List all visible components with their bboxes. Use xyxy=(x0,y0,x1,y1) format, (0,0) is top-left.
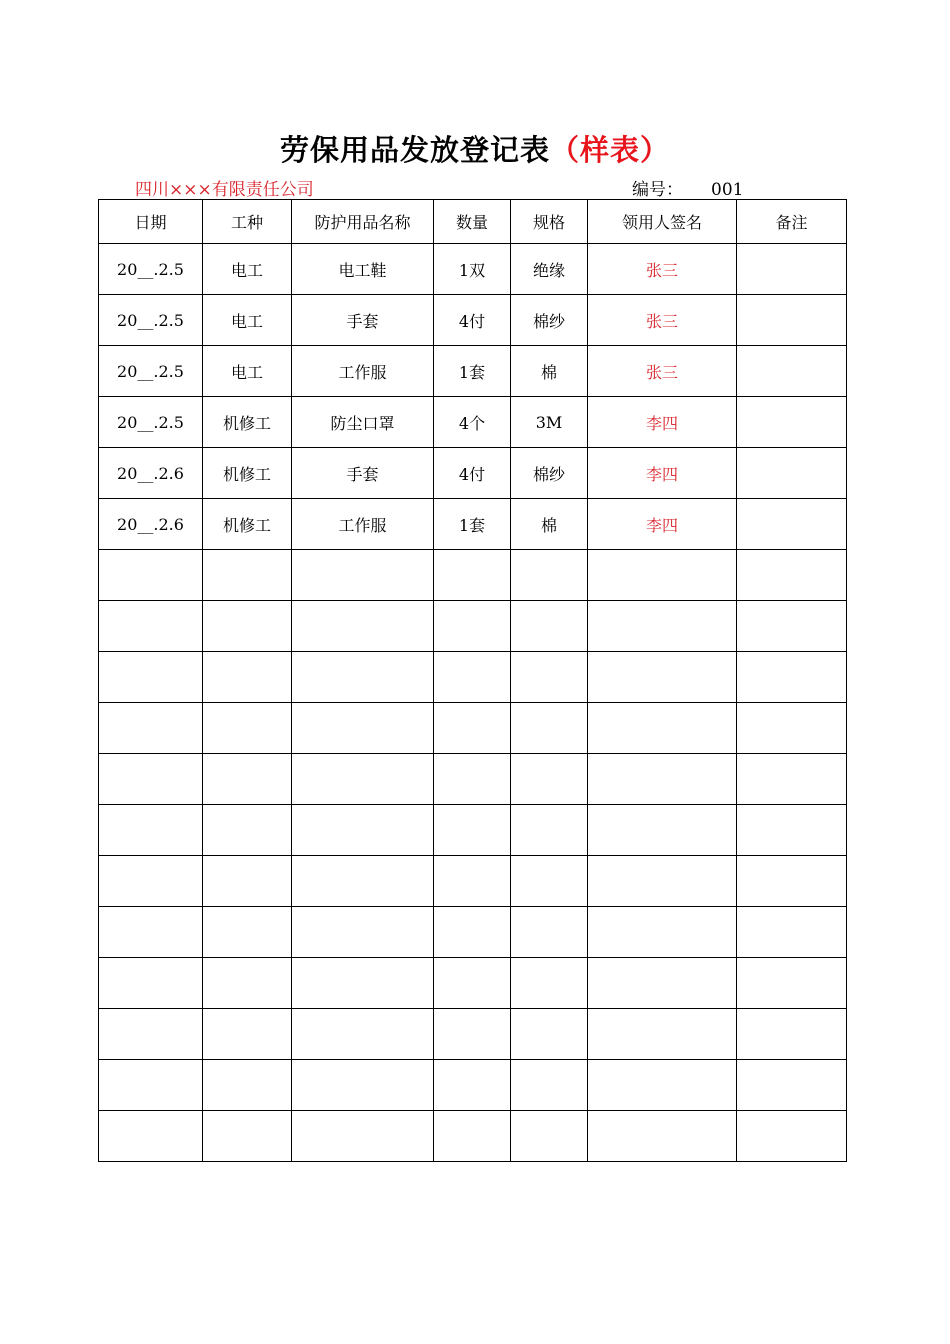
empty-table-row xyxy=(99,1111,847,1162)
cell-date xyxy=(99,550,203,601)
cell-spec xyxy=(511,652,588,703)
cell-spec: 棉 xyxy=(511,346,588,397)
cell-quantity xyxy=(434,1060,511,1111)
cell-signature xyxy=(588,958,737,1009)
cell-remarks xyxy=(737,1009,847,1060)
cell-item-name xyxy=(292,958,434,1009)
cell-quantity: 1套 xyxy=(434,346,511,397)
cell-spec: 棉纱 xyxy=(511,448,588,499)
cell-job-type xyxy=(203,754,292,805)
cell-signature xyxy=(588,805,737,856)
empty-table-row xyxy=(99,550,847,601)
cell-remarks xyxy=(737,856,847,907)
cell-item-name xyxy=(292,1111,434,1162)
cell-quantity: 4个 xyxy=(434,397,511,448)
table-row xyxy=(99,397,847,448)
cell-spec xyxy=(511,703,588,754)
cell-item-name: 工作服 xyxy=(292,346,434,397)
cell-date: 20__.2.5 xyxy=(99,244,203,295)
empty-table-row xyxy=(99,754,847,805)
cell-remarks xyxy=(737,907,847,958)
cell-date: 20__.2.6 xyxy=(99,448,203,499)
empty-table-row xyxy=(99,1009,847,1060)
cell-remarks xyxy=(737,550,847,601)
cell-job-type xyxy=(203,1009,292,1060)
header-item-name: 防护用品名称 xyxy=(292,200,434,244)
cell-spec xyxy=(511,1111,588,1162)
serial-number xyxy=(632,175,743,200)
cell-date: 20__.2.5 xyxy=(99,346,203,397)
cell-quantity xyxy=(434,550,511,601)
empty-table-row xyxy=(99,805,847,856)
table-row xyxy=(99,244,847,295)
cell-job-type xyxy=(203,1111,292,1162)
cell-quantity xyxy=(434,805,511,856)
cell-date xyxy=(99,805,203,856)
cell-quantity: 4付 xyxy=(434,295,511,346)
cell-job-type: 机修工 xyxy=(203,448,292,499)
cell-date: 20__.2.5 xyxy=(99,397,203,448)
cell-date: 20__.2.6 xyxy=(99,499,203,550)
cell-remarks xyxy=(737,448,847,499)
cell-remarks xyxy=(737,1111,847,1162)
cell-date xyxy=(99,907,203,958)
cell-signature: 张三 xyxy=(588,346,737,397)
header-spec: 规格 xyxy=(511,200,588,244)
cell-signature: 李四 xyxy=(588,499,737,550)
cell-spec xyxy=(511,1009,588,1060)
cell-quantity: 1双 xyxy=(434,244,511,295)
cell-item-name: 防尘口罩 xyxy=(292,397,434,448)
cell-job-type xyxy=(203,907,292,958)
cell-signature xyxy=(588,550,737,601)
cell-spec: 棉纱 xyxy=(511,295,588,346)
table-row xyxy=(99,295,847,346)
cell-quantity xyxy=(434,652,511,703)
cell-spec xyxy=(511,1060,588,1111)
page-title xyxy=(0,128,950,169)
header-job-type: 工种 xyxy=(203,200,292,244)
table-row xyxy=(99,346,847,397)
cell-date xyxy=(99,754,203,805)
cell-signature xyxy=(588,1009,737,1060)
cell-quantity: 4付 xyxy=(434,448,511,499)
cell-job-type: 电工 xyxy=(203,346,292,397)
cell-item-name xyxy=(292,601,434,652)
cell-spec xyxy=(511,856,588,907)
cell-job-type xyxy=(203,601,292,652)
cell-signature xyxy=(588,601,737,652)
cell-remarks xyxy=(737,754,847,805)
cell-item-name: 工作服 xyxy=(292,499,434,550)
cell-quantity: 1套 xyxy=(434,499,511,550)
cell-remarks xyxy=(737,1060,847,1111)
cell-date: 20__.2.5 xyxy=(99,295,203,346)
cell-remarks xyxy=(737,601,847,652)
cell-quantity xyxy=(434,856,511,907)
cell-item-name xyxy=(292,856,434,907)
cell-job-type: 电工 xyxy=(203,244,292,295)
cell-date xyxy=(99,601,203,652)
cell-quantity xyxy=(434,1111,511,1162)
cell-item-name xyxy=(292,1009,434,1060)
cell-date xyxy=(99,1009,203,1060)
header-signature: 领用人签名 xyxy=(588,200,737,244)
table-header-row xyxy=(99,200,847,244)
cell-quantity xyxy=(434,958,511,1009)
cell-signature xyxy=(588,907,737,958)
cell-date xyxy=(99,958,203,1009)
cell-date xyxy=(99,652,203,703)
cell-date xyxy=(99,1060,203,1111)
cell-item-name: 电工鞋 xyxy=(292,244,434,295)
cell-quantity xyxy=(434,601,511,652)
serial-label: 编号： xyxy=(632,180,683,200)
cell-remarks xyxy=(737,397,847,448)
table-body xyxy=(99,244,847,1162)
cell-remarks xyxy=(737,958,847,1009)
cell-job-type xyxy=(203,958,292,1009)
cell-job-type xyxy=(203,550,292,601)
cell-remarks xyxy=(737,703,847,754)
cell-item-name xyxy=(292,1060,434,1111)
cell-remarks xyxy=(737,805,847,856)
cell-job-type xyxy=(203,856,292,907)
header-date: 日期 xyxy=(99,200,203,244)
cell-remarks xyxy=(737,346,847,397)
empty-table-row xyxy=(99,907,847,958)
cell-item-name xyxy=(292,907,434,958)
serial-value: 001 xyxy=(711,180,744,200)
cell-signature xyxy=(588,754,737,805)
cell-item-name xyxy=(292,550,434,601)
cell-signature: 张三 xyxy=(588,244,737,295)
cell-date xyxy=(99,856,203,907)
cell-job-type xyxy=(203,652,292,703)
empty-table-row xyxy=(99,1060,847,1111)
cell-date xyxy=(99,703,203,754)
cell-signature xyxy=(588,652,737,703)
header-remarks: 备注 xyxy=(737,200,847,244)
cell-job-type xyxy=(203,1060,292,1111)
empty-table-row xyxy=(99,652,847,703)
company-name: 四川×××有限责任公司 xyxy=(135,180,314,200)
cell-quantity xyxy=(434,1009,511,1060)
cell-remarks xyxy=(737,652,847,703)
cell-spec xyxy=(511,805,588,856)
cell-spec: 绝缘 xyxy=(511,244,588,295)
cell-spec xyxy=(511,907,588,958)
empty-table-row xyxy=(99,601,847,652)
cell-date xyxy=(99,1111,203,1162)
cell-item-name xyxy=(292,652,434,703)
title-main: 劳保用品发放登记表 xyxy=(279,133,550,167)
table-row xyxy=(99,448,847,499)
cell-item-name xyxy=(292,703,434,754)
cell-item-name xyxy=(292,805,434,856)
header-quantity: 数量 xyxy=(434,200,511,244)
cell-signature xyxy=(588,1111,737,1162)
cell-remarks xyxy=(737,295,847,346)
cell-signature: 李四 xyxy=(588,397,737,448)
title-sample-tag: （样表） xyxy=(550,133,671,167)
cell-item-name: 手套 xyxy=(292,295,434,346)
cell-remarks xyxy=(737,244,847,295)
cell-job-type xyxy=(203,703,292,754)
empty-table-row xyxy=(99,856,847,907)
cell-quantity xyxy=(434,703,511,754)
cell-spec xyxy=(511,754,588,805)
cell-remarks xyxy=(737,499,847,550)
cell-spec: 3M xyxy=(511,397,588,448)
empty-table-row xyxy=(99,703,847,754)
register-table xyxy=(98,199,847,1162)
cell-spec xyxy=(511,601,588,652)
cell-job-type xyxy=(203,805,292,856)
cell-signature xyxy=(588,1060,737,1111)
cell-job-type: 机修工 xyxy=(203,499,292,550)
cell-spec xyxy=(511,958,588,1009)
cell-item-name xyxy=(292,754,434,805)
cell-job-type: 电工 xyxy=(203,295,292,346)
cell-signature: 张三 xyxy=(588,295,737,346)
cell-job-type: 机修工 xyxy=(203,397,292,448)
cell-quantity xyxy=(434,907,511,958)
cell-signature xyxy=(588,703,737,754)
empty-table-row xyxy=(99,958,847,1009)
cell-spec xyxy=(511,550,588,601)
cell-item-name: 手套 xyxy=(292,448,434,499)
table-row xyxy=(99,499,847,550)
cell-spec: 棉 xyxy=(511,499,588,550)
cell-signature: 李四 xyxy=(588,448,737,499)
cell-signature xyxy=(588,856,737,907)
cell-quantity xyxy=(434,754,511,805)
